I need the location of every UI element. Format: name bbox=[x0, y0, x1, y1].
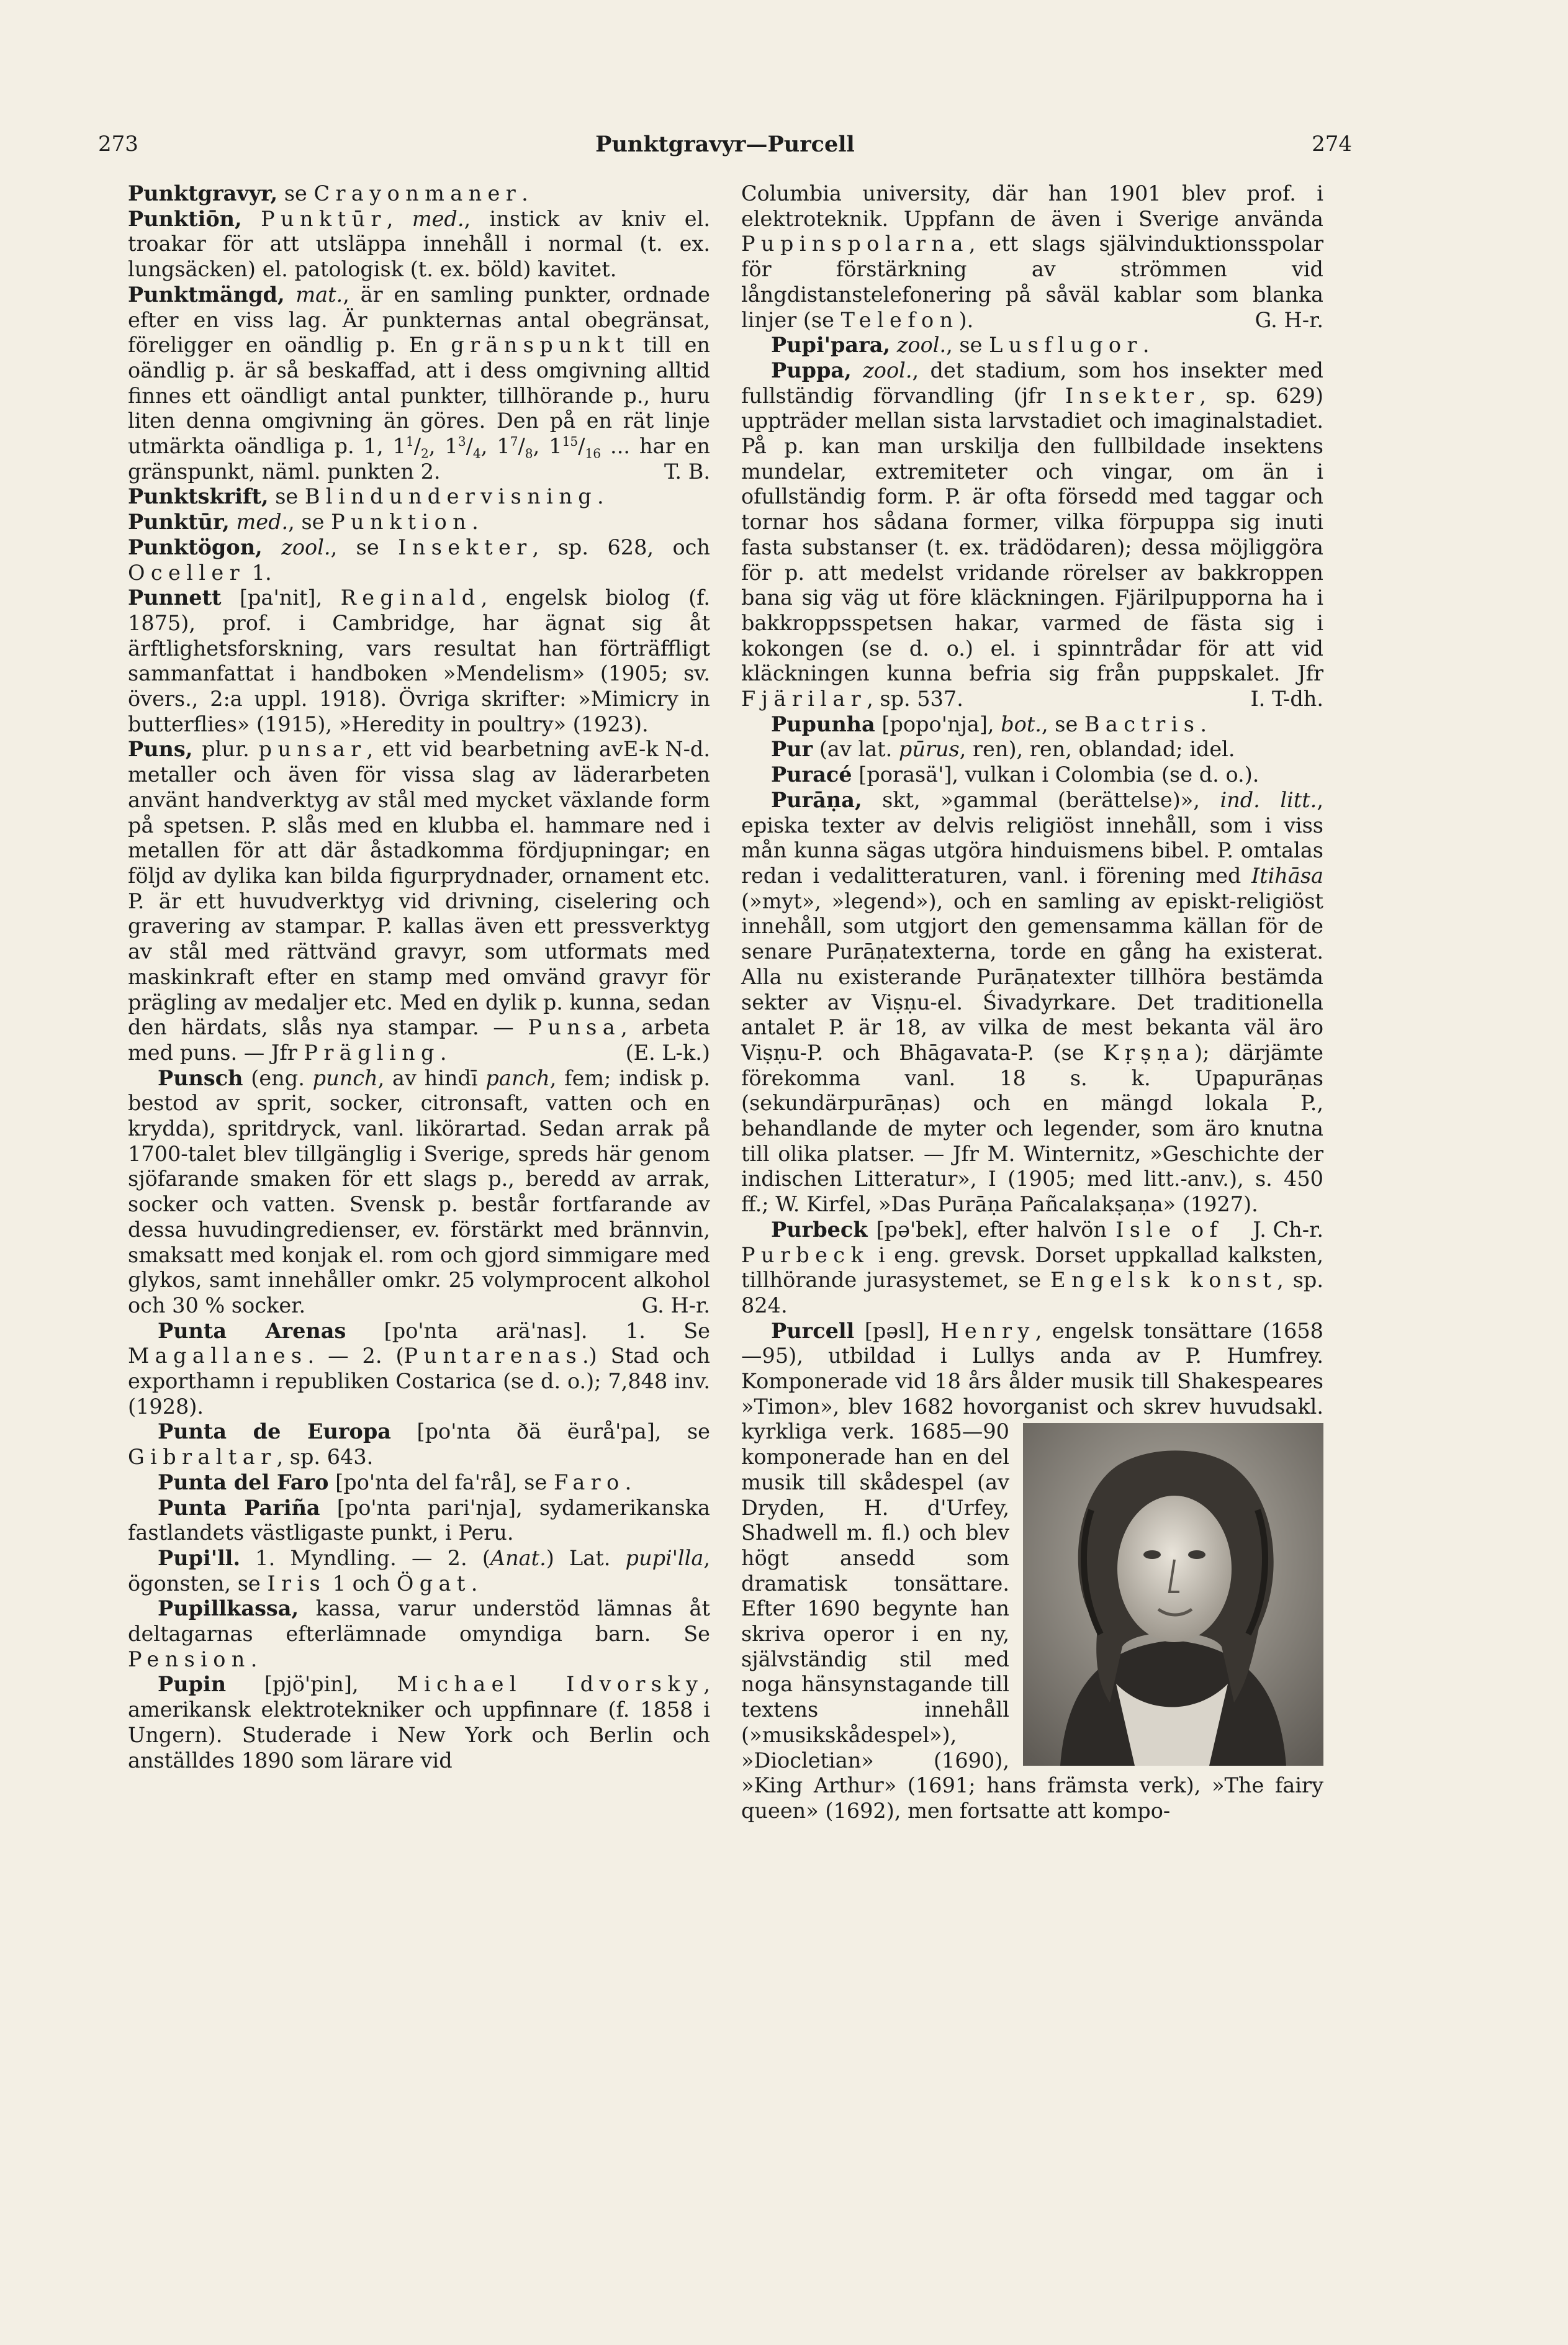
entry-pupipara: Pupi'para, zool., se Lusflugor. bbox=[771, 333, 1150, 358]
entry-pupill: Pupi'll. 1. Myndling. — 2. (Anat.) Lat. pupi'lla, ögonsten, se Iris 1 och Ögat. bbox=[128, 1545, 710, 1596]
entry-punktion: Punktiōn, Punktūr, med., instick av kniv el. troakar för att utsläppa innehåll i normal (t. ex. lungsäcken) el. patologisk (t. ex. böld) kavitet. bbox=[128, 206, 710, 282]
entry-pupillkassa: Pupillkassa, kassa, varur understöd lämnas åt deltagarnas efterlämnade omyndiga barn. Se Pension. bbox=[128, 1596, 710, 1671]
running-title: Punktgravyr—Purcell bbox=[595, 132, 855, 157]
running-header bbox=[98, 132, 1352, 169]
page-number-right: 274 bbox=[1312, 132, 1352, 156]
right-column bbox=[741, 181, 1323, 1824]
entry-punsch: Punsch (eng. punch, av hindī panch, fem; indisk p. bestod av sprit, socker, citronsaft, vatten och en krydda), spritdryck, vanl. likörartad. Sedan arrak på 1700-talet blev tillgänglig i Sverige, spreds här genom sjöfarande smaken för ett slags p., beredd av arrak, socker och vatten. Svensk p. består fortfarande av dessa huvudingredienser, ev. förstärkt med brännvin, smaksatt med konjak el. rom och gjord simmigare med glykos, samt innehåller omkr. 25 volymprocent alkohol och 30 % socker. G. H-r. bbox=[128, 1065, 710, 1317]
entry-punktskrift: Punktskrift, se Blindundervisning. bbox=[128, 484, 604, 509]
entry-purana: Purāṇa, skt, »gammal (berättelse)», ind. litt., episka texter av delvis religiöst innehåll, som i viss mån kunna sägas utgöra hinduismens bibel. P. omtalas redan i vedalitteraturen, vanl. i förening med Itihāsa (»myt», »legend»), och en samling av episkt-religiöst innehåll, som utgjort den gemensamma källan för de senare Purāṇatexterna, torde en gång ha existerat. Alla nu existerande Purāṇatexter tillhöra bestämda sekter av Viṣṇu-el. Śivadyrkare. Det traditionella antalet P. är 18, av vilka de mest bekanta väl äro Viṣṇu-P. och Bhāgavata-P. (se Kṛṣṇa); därjämte förekomma vanl. 18 s. k. Upapurāṇas (sekundärpurāṇas) och en mängd lokala P., behandlande de myter och legender, som äro knutna till olika platser. — Jfr M. Winternitz, »Geschichte der indischen Litteratur», I (1905; med litt.-anv.), s. 450 ff.; W. Kirfel, »Das Purāṇa Pañcalakṣaṇa» (1927). J. Ch-r. bbox=[741, 787, 1323, 1242]
entry-purbeck: Purbeck [pə'bek], efter halvön Isle of Purbeck i eng. grevsk. Dorset uppkallad kalksten, tillhörande jurasystemet, se Engelsk konst, sp. 824. bbox=[741, 1217, 1323, 1317]
entry-purcell: Purcell [pəsl], Henry, engelsk tonsättare (1658—95), utbildad i Lullys anda av P. Humfrey. Komponerade vid 18 års ålder musik till Shakespeares »Timon», blev 1682 hovorganist och skrev huvudsakl. kyrkliga verk. 1685—90 komponerade han en del musik till skådespel (av Dryden, H. d'Urfey, Shadwell m. fl.) och blev högt ansedd som dramatisk tonsättare. Efter 1690 begynte han skriva operor i en ny, självständig stil med noga hänsynstagande till textens innehåll (»musikskådespel»), »Diocletian» (1690), »King Arthur» (1691; hans främsta verk), »The fairy queen» (1692), men fortsatte att kompo- bbox=[741, 1318, 1323, 1823]
entry-punta-arenas: Punta Arenas [po'nta arä'nas]. 1. Se Magallanes. — 2. (Puntarenas.) Stad och exporthamn i republiken Costarica (se d. o.); 7,848 inv. (1928). bbox=[128, 1318, 710, 1419]
entry-puppa: Puppa, zool., det stadium, som hos insekter med fullständig förvandling (jfr Insekter, sp. 629) uppträder mellan sista larvstadiet och imaginalstadiet. På p. kan man urskilja den fullbildade insektens mundelar, extremiteter och vingar, om än i ofullständig form. P. är ofta försedd med taggar och tornar hos sådana former, vilka förpuppa sig inuti fasta substanser (t. ex. trädödaren); dessa möjliggöra för p. att medelst vridande rörelser av bakkroppen bana sig väg ut före kläckningen. Fjärilpupporna ha i bakkroppsspetsen hakar, varmed de fästa sig i kokongen (se d. o.) el. i spinntrådar för att vid kläckningen kunna befria sig från puppskalet. Jfr Fjärilar, sp. 537. I. T-dh. bbox=[741, 358, 1323, 712]
entry-punktgravyr: Punktgravyr, se Crayonmaner. bbox=[128, 181, 528, 206]
left-column bbox=[128, 181, 710, 1773]
entry-pupunha: Pupunha [popo'nja], bot., se Bactris. bbox=[771, 712, 1207, 736]
entry-pupin: Pupin [pjö'pin], Michael Idvorsky, amerikansk elektrotekniker och uppfinnare (f. 1858 i Ungern). Studerade i New York och Berlin och anställdes 1890 som lärare vid bbox=[128, 1672, 711, 1773]
purcell-portrait bbox=[1023, 1423, 1323, 1766]
portrait-engraving-icon bbox=[1023, 1423, 1323, 1766]
entry-pur: Pur (av lat. pūrus, ren), ren, oblandad; idel. bbox=[771, 737, 1235, 762]
entry-pupin-cont: Columbia university, där han 1901 blev prof. i elektroteknik. Uppfann de även i Sverige använda Pupinspolarna, ett slags självinduktionsspolar för förstärkning av strömmen vid långdistanstelefonering på såväl kablar som blanka linjer (se Telefon). G. H-r. bbox=[741, 181, 1323, 332]
entry-punktur: Punktūr, med., se Punktion. bbox=[128, 510, 479, 535]
entry-puns: Puns, plur. punsar, ett vid bearbetning av metaller och även för vissa slag av läderarbeten använt handverktyg av stål med mycket växlande form på spetsen. P. slås med en klubba el. hammare ned i metallen för att där åstadkomma fördjupningar; en följd av dylika kan bilda figurprydnader, ornament etc. P. är ett huvudverktyg vid drivning, ciselering och gravering av stampar. P. kallas även ett pressverktyg av stål med rättvänd gravyr, som utformats med maskinkraft efter en stamp med omvänd gravyr för prägling av medaljer etc. Med en dylik p. kunna, sedan den härdats, slås nya stampar. — Punsa, arbeta med puns. — Jfr Prägling. (E. L-k.) bbox=[128, 737, 710, 1065]
page-number-left: 273 bbox=[98, 132, 138, 156]
entry-punta-del-faro: Punta del Faro [po'nta del fa'rå], se Faro. bbox=[158, 1470, 632, 1494]
entry-punta-parina: Punta Pariña [po'nta pari'nja], sydamerikanska fastlandets västligaste punkt, i Peru. bbox=[128, 1495, 710, 1545]
entry-punta-de-europa: Punta de Europa [po'nta ðä ëurå'pa], se Gibraltar, sp. 643. bbox=[128, 1419, 710, 1470]
entry-punktmangd: Punktmängd, mat., är en samling punkter, ordnade efter en viss lag. Är punkternas antal obegränsat, föreligger en oändlig p. En gränspunkt till en oändlig p. är så beskaffad, att i dess omgivning alltid finnes ett oändligt antal punkter, tillhörande p., huru liten denna omgivning än göres. Den på en rät linje utmärkta oändliga p. 1, $1^1/_2$, $1^3/_4$, $1^7/_8$, $1^{15}/_{16}$ ... har en gränspunkt, näml. punkten 2. T. B. bbox=[128, 282, 710, 484]
entry-punktogon: Punktögon, zool., se Insekter, sp. 628, och Oceller 1. bbox=[128, 535, 710, 585]
entry-punnett: Punnett [pa'nit], Reginald, engelsk biolog (f. 1875), prof. i Cambridge, har ägnat sig åt ärftlighetsforskning, vars resultat han förträffligt sammanfattat i handboken »Mendelism» (1905; sv. övers., 2:a uppl. 1918). Övriga skrifter: »Mimicry in butterflies» (1915), »Heredity in poultry» (1923). E-k N-d. bbox=[128, 585, 710, 762]
entry-purace: Puracé [porasä'], vulkan i Colombia (se d. o.). bbox=[771, 762, 1259, 787]
